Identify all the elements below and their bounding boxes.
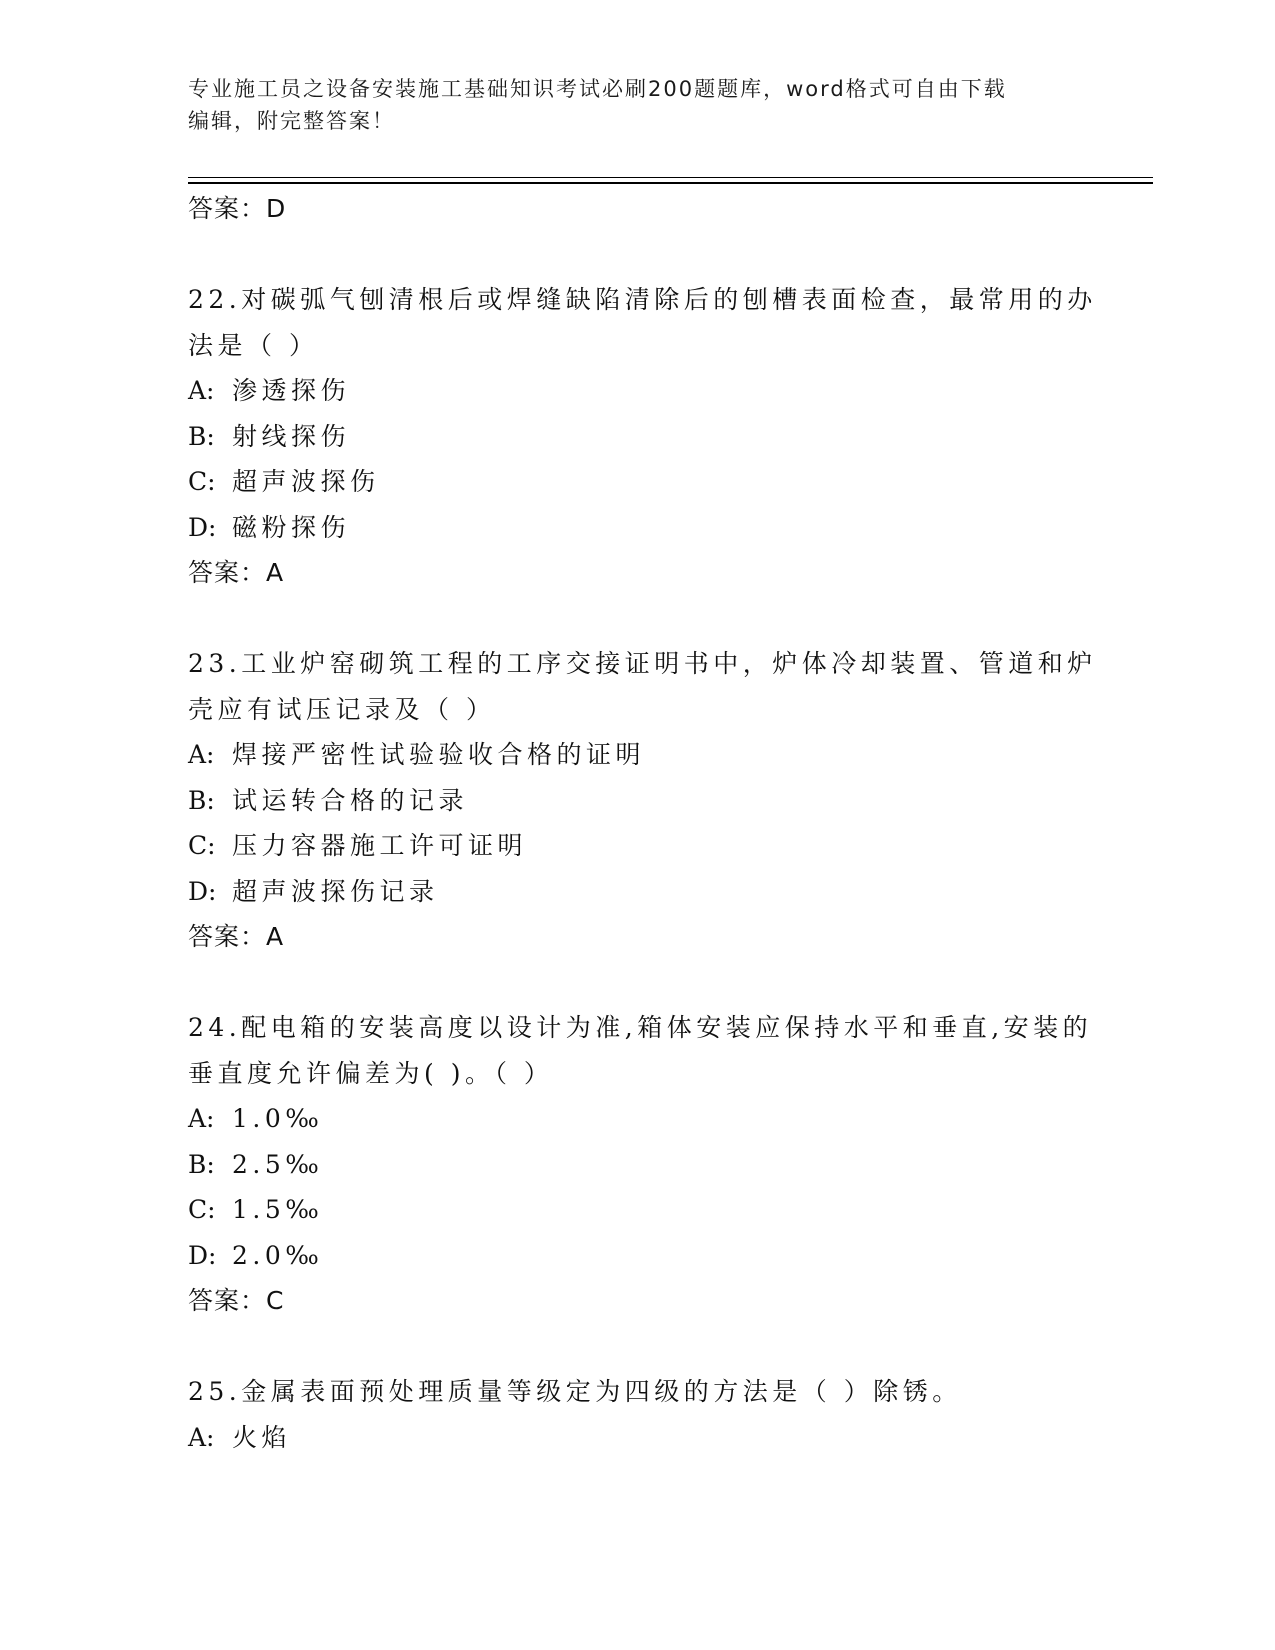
option-text: 1.0‰ [232,1104,324,1133]
block-spacer [188,595,1088,641]
option-text: 射线探伤 [232,421,351,451]
option-letter: B: [188,1149,215,1179]
option-b [188,414,1088,460]
option-letter: C: [188,831,216,860]
block-spacer [188,959,1088,1005]
answer-line: 答案：A [188,922,285,951]
option-a [188,1415,1088,1461]
header-line-2: 编辑，附完整答案！ [188,109,395,133]
answer-line: 答案：C [188,1286,285,1315]
option-d [188,505,1088,551]
option-text: 压力容器施工许可证明 [232,831,528,860]
answer-line: 答案：A [188,558,285,587]
option-text: 2.0‰ [232,1240,324,1270]
header-rule-thin [188,177,1153,178]
page-header [188,73,1088,137]
option-letter: A: [188,1104,215,1133]
question-text-line: 22.对碳弧气刨清根后或焊缝缺陷清除后的刨槽表面检查，最常用的办 [188,285,1097,314]
option-text: 火焰 [232,1422,292,1452]
question-22 [188,277,1097,595]
question-text-line: 法是（ ） [188,330,319,360]
option-text: 超声波探伤 [232,467,380,496]
option-text: 渗透探伤 [232,376,351,405]
option-letter: B: [188,785,215,815]
option-a [188,1096,1088,1142]
block-spacer [188,231,1088,277]
block-spacer [188,1323,1088,1369]
question-23 [188,641,1097,959]
option-letter: A: [188,1422,215,1452]
question-text-line: 24.配电箱的安装高度以设计为准,箱体安装应保持水平和垂直,安装的 [188,1013,1093,1042]
option-text: 焊接严密性试验验收合格的证明 [232,740,646,769]
option-b [188,778,1088,824]
question-list [188,186,1097,1460]
option-text: 试运转合格的记录 [232,785,469,815]
option-c [188,823,1088,869]
option-letter: A: [188,376,215,405]
option-letter: A: [188,740,215,769]
option-text: 2.5‰ [232,1149,324,1179]
question-text-line: 垂直度允许偏差为( )。（ ） [188,1058,554,1088]
question-25 [188,1369,1088,1460]
option-letter: D: [188,1240,217,1270]
answer-line: 答案：D [188,194,287,223]
option-text: 超声波探伤记录 [232,876,439,906]
option-letter: D: [188,512,217,542]
option-letter: C: [188,1195,216,1224]
option-c [188,1187,1088,1233]
option-text: 1.5‰ [232,1195,324,1224]
header-rule-thick [188,182,1153,184]
option-text: 磁粉探伤 [232,512,351,542]
option-letter: C: [188,467,216,496]
option-c [188,459,1088,505]
option-a [188,732,1088,778]
option-b [188,1142,1088,1188]
option-a [188,368,1088,414]
header-line-1: 专业施工员之设备安装施工基础知识考试必刷200题题库，word格式可自由下载 [188,77,1007,101]
question-text-line: 壳应有试压记录及（ ） [188,694,496,724]
option-d [188,1233,1088,1279]
option-d [188,869,1088,915]
question-24 [188,1005,1093,1323]
question-text-line: 23.工业炉窑砌筑工程的工序交接证明书中，炉体冷却装置、管道和炉 [188,649,1097,678]
option-letter: D: [188,876,217,906]
question-text-line: 25.金属表面预处理质量等级定为四级的方法是（ ）除锈。 [188,1377,962,1406]
option-letter: B: [188,421,215,451]
